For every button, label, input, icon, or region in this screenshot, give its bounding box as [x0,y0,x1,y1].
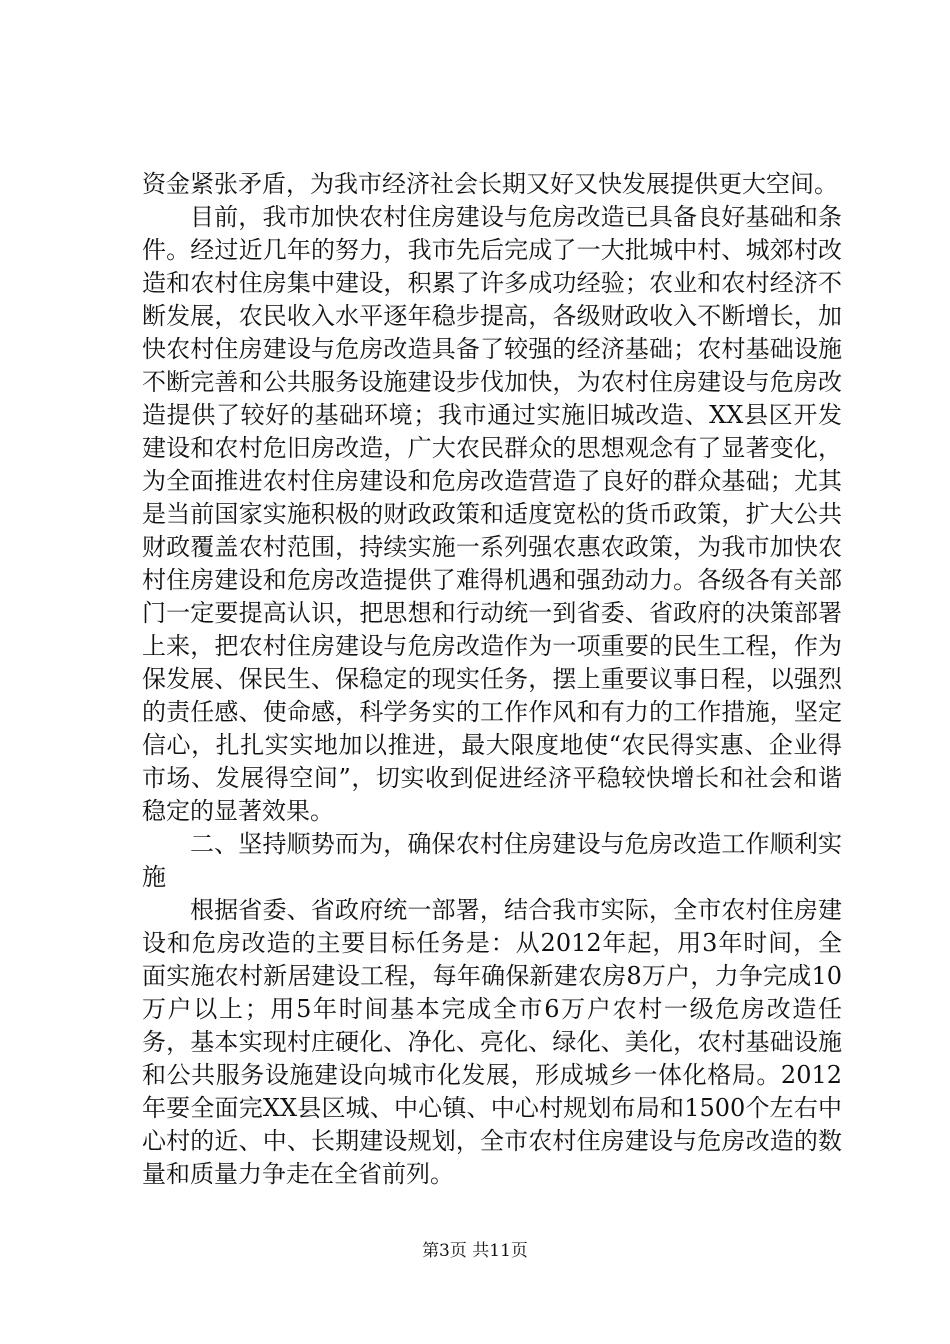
paragraph-1: 资金紧张矛盾，为我市经济社会长期又好又快发展提供更大空间。 [142,170,838,198]
body-text [142,168,842,1191]
paragraph-3: 根据省委、省政府统一部署，结合我市实际，全市农村住房建设和危房改造的主要目标任务是：从2012年起，用3年时间，全面实施农村新居建设工程，每年确保新建农房8万户，力争完成10万户以上；用5年时间基本完成全市6万户农村一级危房改造任务，基本实现村庄硬化、净化、亮化、绿化、美化，农村基础设施和公共服务设施建设向城市化发展，形成城乡一体化格局。2012年要全面完XX县区城、中心镇、中心村规划布局和1500个左右中心村的近、中、长期建设规划，全市农村住房建设与危房改造的数量和质量力争走在全省前列。 [142,896,842,1188]
page-footer: 第3页 共11页 [422,1241,528,1261]
paragraph-2: 目前，我市加快农村住房建设与危房改造已具备良好基础和条件。经过近几年的努力，我市先后完成了一大批城中村、城郊村改造和农村住房集中建设，积累了许多成功经验；农业和农村经济不断发展，农民收入水平逐年稳步提高，各级财政收入不断增长，加快农村住房建设与危房改造具备了较强的经济基础；农村基础设施不断完善和公共服务设施建设步伐加快，为农村住房建设与危房改造提供了较好的基础环境；我市通过实施旧城改造、XX县区开发建设和农村危旧房改造，广大农民群众的思想观念有了显著变化，为全面推进农村住房建设和危房改造营造了良好的群众基础；尤其是当前国家实施积极的财政政策和适度宽松的货币政策，扩大公共财政覆盖农村范围，持续实施一系列强农惠农政策，为我市加快农村住房建设和危房改造提供了难得机遇和强劲动力。各级各有关部门一定要提高认识，把思想和行动统一到省委、省政府的决策部署上来，把农村住房建设与危房改造作为一项重要的民生工程，作为保发展、保民生、保稳定的现实任务，摆上重要议事日程，以强烈的责任感、使命感，科学务实的工作作风和有力的工作措施，坚定信心，扎扎实实地加以推进，最大限度地使“农民得实惠、企业得市场、发展得空间”，切实收到促进经济平稳较快增长和社会和谐稳定的显著效果。 [142,203,842,825]
section-heading: 二、坚持顺势而为，确保农村住房建设与危房改造工作顺利实施 [142,830,842,891]
